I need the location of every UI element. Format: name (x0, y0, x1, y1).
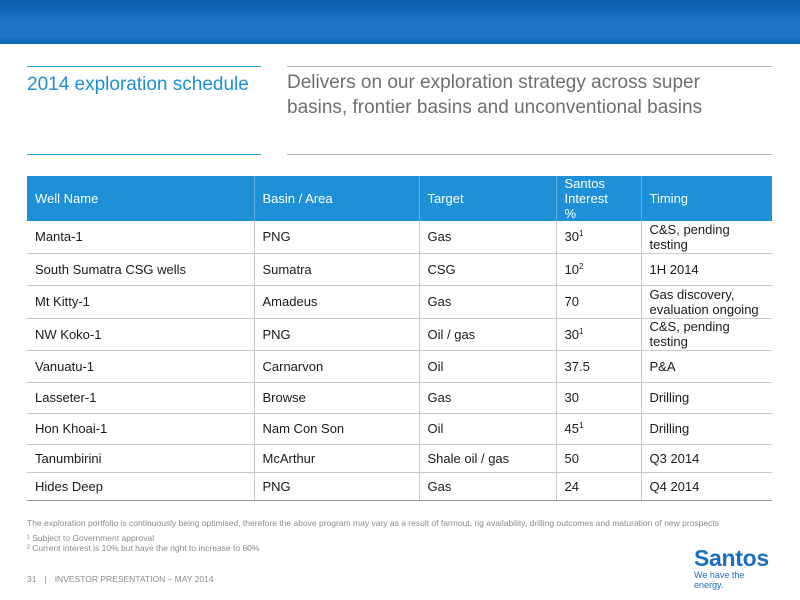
footnote-2: ² Current interest is 10% but have the right to increase to 60% (27, 543, 260, 553)
interest-value: 24 (564, 478, 579, 494)
cell-target: Gas (419, 221, 556, 253)
footer-label: INVESTOR PRESENTATION – MAY 2014 (54, 574, 214, 584)
cell-target: Gas (419, 472, 556, 500)
cell-interest (556, 221, 641, 253)
cell-timing: C&S, pending testing (641, 318, 772, 350)
cell-basin: Carnarvon (254, 350, 419, 382)
cell-timing: Q3 2014 (641, 444, 772, 472)
cell-timing: C&S, pending testing (641, 221, 772, 253)
table-row (27, 318, 772, 350)
page-title: 2014 exploration schedule (27, 74, 249, 95)
cell-interest (556, 382, 641, 413)
footnote-1: ¹ Subject to Government approval (27, 533, 155, 543)
interest-footnote-mark: 2 (578, 261, 584, 271)
header-timing: Timing (641, 176, 772, 221)
interest-footnote-mark: 1 (578, 229, 584, 239)
interest-value: 50 (564, 450, 579, 466)
interest-value: 30 (564, 390, 579, 405)
cell-interest (556, 285, 641, 318)
cell-well: NW Koko-1 (27, 318, 254, 350)
cell-timing: Drilling (641, 413, 772, 444)
cell-basin: McArthur (254, 444, 419, 472)
logo-wordmark: Santos (694, 545, 769, 571)
footer-separator: | (44, 574, 47, 584)
cell-well: Hides Deep (27, 472, 254, 500)
cell-well: Vanuatu-1 (27, 350, 254, 382)
cell-target: Oil (419, 413, 556, 444)
table-row (27, 285, 772, 318)
cell-target: Oil / gas (419, 318, 556, 350)
cell-timing: Q4 2014 (641, 472, 772, 500)
top-banner (0, 0, 800, 44)
cell-interest (556, 472, 641, 500)
table-row (27, 221, 772, 253)
cell-well: Hon Khoai-1 (27, 413, 254, 444)
interest-value: 30 (564, 326, 579, 342)
interest-value: 45 (564, 421, 579, 436)
cell-timing: P&A (641, 350, 772, 382)
cell-interest (556, 350, 641, 382)
cell-basin: Browse (254, 382, 419, 413)
cell-target: CSG (419, 253, 556, 285)
cell-target: Gas (419, 382, 556, 413)
cell-well: Tanumbirini (27, 444, 254, 472)
header-santos-interest: Santos Interest % (556, 176, 641, 221)
cell-basin: PNG (254, 472, 419, 500)
cell-well: Manta-1 (27, 221, 254, 253)
cell-timing: Gas discovery, evaluation ongoing (641, 285, 772, 318)
page-footer (27, 574, 214, 584)
table-row (27, 444, 772, 472)
cell-target: Gas (419, 285, 556, 318)
table-row (27, 472, 772, 500)
header-well-name: Well Name (27, 176, 254, 221)
table-row (27, 382, 772, 413)
cell-interest (556, 413, 641, 444)
table-row (27, 253, 772, 285)
title-top-rule (27, 66, 261, 67)
cell-basin: Amadeus (254, 285, 419, 318)
cell-interest (556, 253, 641, 285)
page-subtitle: Delivers on our exploration strategy across super basins, frontier basins and unconventional basins (287, 72, 703, 118)
cell-timing: Drilling (641, 382, 772, 413)
header-target: Target (419, 176, 556, 221)
interest-value: 70 (564, 294, 579, 309)
cell-basin: PNG (254, 221, 419, 253)
cell-basin: Sumatra (254, 253, 419, 285)
cell-basin: Nam Con Son (254, 413, 419, 444)
santos-logo (694, 546, 774, 590)
interest-value: 10 (564, 261, 579, 277)
cell-timing: 1H 2014 (641, 253, 772, 285)
interest-footnote-mark: 1 (578, 326, 584, 336)
table-row (27, 350, 772, 382)
cell-target: Oil (419, 350, 556, 382)
subtitle-top-rule (287, 66, 772, 67)
cell-interest (556, 444, 641, 472)
cell-well: Mt Kitty-1 (27, 285, 254, 318)
portfolio-note: The exploration portfolio is continuously being optimised, therefore the above program may vary as a result of farmout, rig availability, drilling outcomes and maturation of new prospects (27, 518, 719, 528)
header-basin-area: Basin / Area (254, 176, 419, 221)
cell-target: Shale oil / gas (419, 444, 556, 472)
interest-footnote-mark: 1 (578, 421, 584, 430)
exploration-schedule-table (27, 176, 772, 501)
cell-well: South Sumatra CSG wells (27, 253, 254, 285)
cell-basin: PNG (254, 318, 419, 350)
subtitle-bottom-rule (287, 154, 772, 155)
page-number: 31 (27, 574, 37, 584)
table-header-row (27, 176, 772, 221)
interest-value: 37.5 (564, 358, 590, 374)
logo-tagline: We have the energy. (694, 570, 745, 590)
interest-value: 30 (564, 229, 579, 245)
table-row (27, 413, 772, 444)
cell-well: Lasseter-1 (27, 382, 254, 413)
cell-interest (556, 318, 641, 350)
title-bottom-rule (27, 154, 261, 155)
